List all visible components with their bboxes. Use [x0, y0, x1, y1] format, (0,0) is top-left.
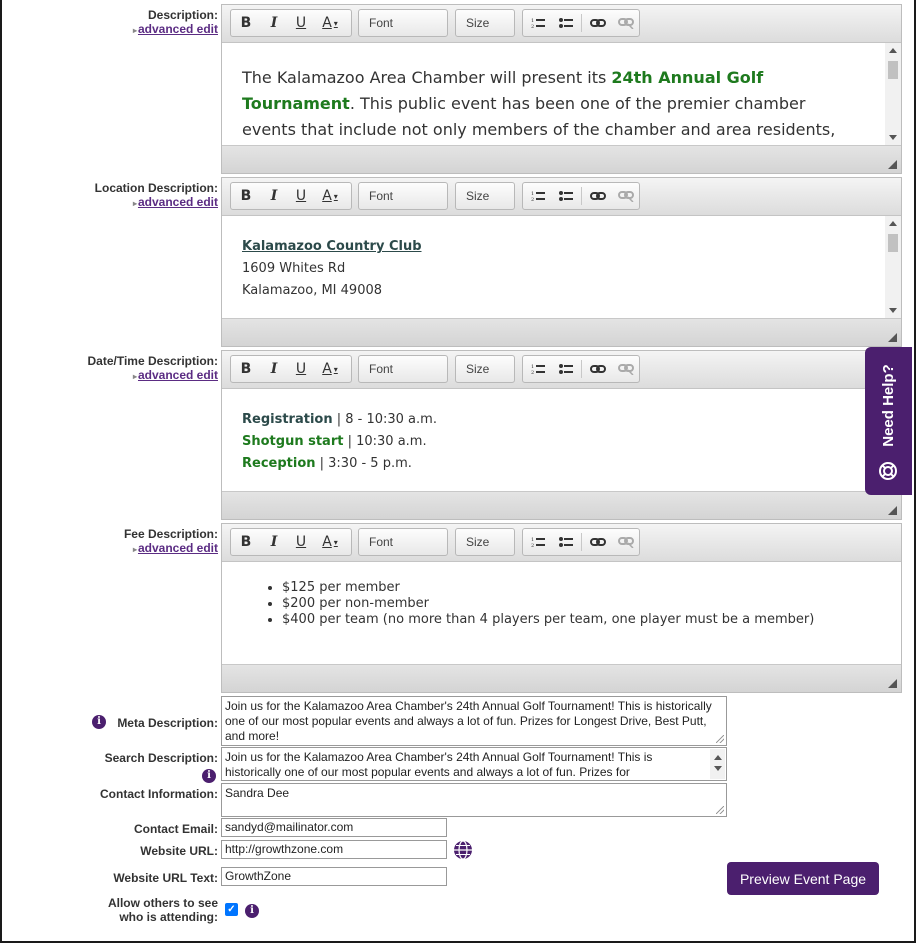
allow-others-info-icon[interactable]: i	[245, 904, 259, 918]
font-color-button[interactable]	[319, 186, 341, 206]
size-select[interactable]	[455, 9, 515, 37]
unlink-button[interactable]	[615, 359, 637, 379]
unlink-icon	[618, 536, 634, 548]
description-text-end: . This public event has been one of the premier chamber events that include not only members of the chamber and area residents,	[242, 94, 836, 139]
unlink-icon	[618, 17, 634, 29]
scroll-thumb[interactable]	[888, 234, 898, 252]
font-color-icon: A	[322, 534, 332, 550]
underline-button[interactable]: U	[295, 15, 307, 31]
caret-down-icon: ▾	[333, 191, 338, 201]
list-link-group	[522, 528, 640, 556]
description-label-text: Description:	[147, 8, 218, 22]
fee-list-item: • $125 per member	[282, 580, 881, 596]
search-description-label: Search Description:	[104, 751, 218, 765]
ordered-list-icon	[531, 363, 545, 375]
datetime-item-label: Registration	[242, 412, 333, 427]
svg-text:2: 2	[531, 543, 535, 548]
format-group	[230, 9, 352, 37]
datetime-toolbar	[222, 351, 901, 389]
unlink-button[interactable]	[615, 13, 637, 33]
italic-button[interactable]: I	[270, 534, 278, 550]
toolbar-divider	[581, 187, 582, 205]
description-label	[133, 8, 218, 38]
svg-text:1: 1	[531, 537, 535, 543]
svg-text:2: 2	[531, 197, 535, 202]
allow-others-label-line1: Allow others to see	[107, 896, 218, 910]
italic-button[interactable]: I	[270, 188, 278, 204]
datetime-footer	[222, 491, 901, 519]
location-street: 1609 Whites Rd	[242, 261, 346, 276]
unordered-list-icon	[559, 17, 573, 29]
ordered-list-button[interactable]	[527, 186, 549, 206]
ordered-list-icon	[531, 17, 545, 29]
font-color-button[interactable]	[319, 532, 341, 552]
svg-text:1: 1	[531, 18, 535, 24]
size-select[interactable]	[455, 355, 515, 383]
font-select-value: Font	[369, 535, 394, 549]
scroll-thumb[interactable]	[888, 61, 898, 79]
search-description-scrollbar[interactable]	[710, 749, 725, 779]
datetime-label	[88, 354, 218, 384]
location-content[interactable]	[222, 216, 901, 318]
unordered-list-button[interactable]	[555, 13, 577, 33]
contact-information-label: Contact Information:	[100, 787, 218, 801]
ordered-list-button[interactable]	[527, 13, 549, 33]
ordered-list-icon	[531, 536, 545, 548]
preview-event-page-button[interactable]: Preview Event Page	[727, 862, 879, 895]
datetime-item	[242, 453, 881, 475]
scroll-down-icon[interactable]	[889, 308, 897, 313]
triangle-right-icon: ▸	[132, 26, 137, 35]
location-editor[interactable]	[221, 177, 902, 347]
scroll-up-icon[interactable]	[714, 755, 722, 760]
triangle-right-icon: ▸	[132, 372, 137, 381]
fee-label	[124, 527, 218, 557]
font-select[interactable]	[358, 9, 448, 37]
need-help-tab[interactable]	[865, 347, 912, 495]
search-description-value: Join us for the Kalamazoo Area Chamber's 24th Annual Golf Tournament! This is historically one of our most popular events and always a lot of fun. Prizes for	[225, 750, 653, 779]
advanced-edit-text: advanced edit	[137, 195, 218, 209]
datetime-item-value: | 10:30 a.m.	[343, 434, 427, 449]
svg-text:1: 1	[531, 191, 535, 197]
fee-list-item: • $200 per non-member	[282, 596, 881, 612]
search-description-info-icon[interactable]: i	[202, 769, 216, 783]
fee-toolbar	[222, 524, 901, 562]
datetime-content[interactable]	[222, 389, 901, 491]
location-scrollbar[interactable]	[885, 216, 901, 318]
advanced-edit-text: advanced edit	[137, 541, 218, 555]
contact-email-label: Contact Email:	[133, 822, 218, 836]
size-select[interactable]	[455, 182, 515, 210]
format-group	[230, 182, 352, 210]
size-select-value: Size	[466, 189, 490, 203]
font-color-icon: A	[322, 188, 332, 204]
datetime-item-value: | 3:30 - 5 p.m.	[315, 456, 412, 471]
allow-others-label-line2: who is attending:	[119, 910, 218, 924]
textarea-resize-grip-icon[interactable]	[716, 806, 724, 814]
underline-button[interactable]: U	[295, 188, 307, 204]
format-group	[230, 355, 352, 383]
size-select-value: Size	[466, 362, 490, 376]
website-url-label: Website URL:	[140, 844, 218, 858]
description-toolbar	[222, 5, 901, 43]
link-icon	[590, 18, 606, 28]
unordered-list-icon	[559, 190, 573, 202]
need-help-label-wrap	[865, 355, 912, 455]
datetime-item	[242, 431, 881, 453]
allow-others-checkbox[interactable]	[225, 903, 238, 916]
unordered-list-icon	[559, 536, 573, 548]
unlink-button[interactable]	[615, 186, 637, 206]
svg-text:1: 1	[531, 364, 535, 370]
unlink-icon	[618, 190, 634, 202]
bold-button[interactable]: B	[240, 361, 252, 377]
size-select[interactable]	[455, 528, 515, 556]
link-button[interactable]	[587, 186, 609, 206]
size-select-value: Size	[466, 535, 490, 549]
list-link-group	[522, 355, 640, 383]
font-color-button[interactable]	[319, 359, 341, 379]
scroll-up-icon[interactable]	[889, 48, 897, 53]
contact-information-textarea[interactable]	[221, 783, 727, 817]
fee-editor[interactable]	[221, 523, 902, 693]
advanced-edit-text: advanced edit	[137, 22, 218, 36]
location-toolbar	[222, 178, 901, 216]
font-select-value: Font	[369, 16, 394, 30]
italic-button[interactable]: I	[270, 15, 278, 31]
italic-button[interactable]: I	[270, 361, 278, 377]
website-url-input[interactable]: http://growthzone.com	[221, 840, 447, 859]
meta-description-info-icon[interactable]: i	[92, 715, 106, 729]
list-link-group	[522, 9, 640, 37]
toolbar-divider	[581, 533, 582, 551]
meta-description-value: Join us for the Kalamazoo Area Chamber's 24th Annual Golf Tournament! This is historically one of our most popular events and always a lot of fun. Prizes for Longest Drive, Best Putt, and more!	[225, 699, 712, 743]
format-group	[230, 528, 352, 556]
allow-others-label	[108, 896, 218, 924]
fee-list	[242, 580, 881, 628]
location-city: Kalamazoo, MI 49008	[242, 283, 383, 298]
link-button[interactable]	[587, 13, 609, 33]
unordered-list-icon	[559, 363, 573, 375]
website-url-text-input[interactable]: GrowthZone	[221, 867, 447, 886]
triangle-right-icon: ▸	[132, 545, 137, 554]
location-advanced-edit-link[interactable]	[95, 195, 218, 211]
fee-label-text: Fee Description:	[123, 527, 218, 541]
bold-button[interactable]: B	[240, 534, 252, 550]
contact-email-input[interactable]: sandyd@mailinator.com	[221, 818, 447, 837]
scroll-down-icon[interactable]	[714, 766, 722, 771]
font-select[interactable]	[358, 182, 448, 210]
datetime-item	[242, 409, 881, 431]
contact-information-value: Sandra Dee	[225, 786, 290, 800]
datetime-advanced-edit-link[interactable]	[88, 368, 218, 384]
fee-content[interactable]	[222, 562, 901, 664]
link-button[interactable]	[587, 359, 609, 379]
toolbar-divider	[581, 14, 582, 32]
globe-icon[interactable]	[453, 840, 473, 860]
description-scrollbar[interactable]	[885, 43, 901, 145]
scroll-down-icon[interactable]	[889, 135, 897, 140]
meta-description-textarea[interactable]	[221, 696, 727, 746]
resize-handle-icon[interactable]	[888, 679, 897, 688]
location-label	[95, 181, 218, 211]
fee-list-item: • $400 per team (no more than 4 players per team, one player must be a member)	[282, 612, 881, 628]
fee-advanced-edit-link[interactable]	[124, 541, 218, 557]
description-editor[interactable]	[221, 4, 902, 174]
font-color-icon: A	[322, 361, 332, 377]
font-select-value: Font	[369, 189, 394, 203]
ordered-list-button[interactable]	[527, 532, 549, 552]
description-content[interactable]	[222, 43, 901, 145]
font-select-value: Font	[369, 362, 394, 376]
datetime-label-text: Date/Time Description:	[87, 354, 218, 368]
link-icon	[590, 537, 606, 547]
resize-handle-icon[interactable]	[888, 333, 897, 342]
unlink-icon	[618, 363, 634, 375]
ordered-list-button[interactable]	[527, 359, 549, 379]
underline-button[interactable]: U	[295, 534, 307, 550]
lifebuoy-icon	[878, 461, 898, 481]
caret-down-icon: ▾	[333, 537, 338, 547]
caret-down-icon: ▾	[333, 18, 338, 28]
website-url-text-label: Website URL Text:	[113, 871, 218, 885]
unlink-button[interactable]	[615, 532, 637, 552]
font-color-icon: A	[322, 15, 332, 31]
bold-button[interactable]: B	[240, 15, 252, 31]
triangle-right-icon: ▸	[132, 199, 137, 208]
datetime-editor[interactable]	[221, 350, 902, 520]
checkmark-icon: ✓	[227, 904, 236, 915]
description-text-start: The Kalamazoo Area Chamber will present its	[242, 68, 612, 87]
font-select[interactable]	[358, 355, 448, 383]
description-highlight: 24th Annual Golf Tournament	[242, 68, 764, 113]
need-help-label: Need Help?	[880, 363, 898, 447]
link-icon	[590, 191, 606, 201]
resize-handle-icon[interactable]	[888, 506, 897, 515]
unordered-list-button[interactable]	[555, 186, 577, 206]
textarea-resize-grip-icon[interactable]	[716, 735, 724, 743]
font-color-button[interactable]	[319, 13, 341, 33]
fee-footer	[222, 664, 901, 692]
description-footer	[222, 145, 901, 173]
svg-text:2: 2	[531, 24, 535, 29]
resize-handle-icon[interactable]	[888, 160, 897, 169]
link-button[interactable]	[587, 532, 609, 552]
advanced-edit-text: advanced edit	[137, 368, 218, 382]
font-select[interactable]	[358, 528, 448, 556]
toolbar-divider	[581, 360, 582, 378]
datetime-item-label: Reception	[242, 456, 316, 471]
location-name: Kalamazoo Country Club	[242, 239, 422, 254]
scroll-up-icon[interactable]	[889, 221, 897, 226]
description-advanced-edit-link[interactable]	[133, 22, 218, 38]
list-link-group	[522, 182, 640, 210]
link-icon	[590, 364, 606, 374]
svg-text:2: 2	[531, 370, 535, 375]
unordered-list-button[interactable]	[555, 359, 577, 379]
caret-down-icon: ▾	[333, 364, 338, 374]
meta-description-label: Meta Description:	[117, 716, 218, 730]
underline-button[interactable]: U	[295, 361, 307, 377]
ordered-list-icon	[531, 190, 545, 202]
bold-button[interactable]: B	[240, 188, 252, 204]
datetime-item-value: | 8 - 10:30 a.m.	[332, 412, 437, 427]
unordered-list-button[interactable]	[555, 532, 577, 552]
location-footer	[222, 318, 901, 346]
datetime-item-label: Shotgun start	[242, 434, 344, 449]
location-label-text: Location Description:	[94, 181, 218, 195]
search-description-textarea[interactable]	[221, 747, 727, 781]
size-select-value: Size	[466, 16, 490, 30]
